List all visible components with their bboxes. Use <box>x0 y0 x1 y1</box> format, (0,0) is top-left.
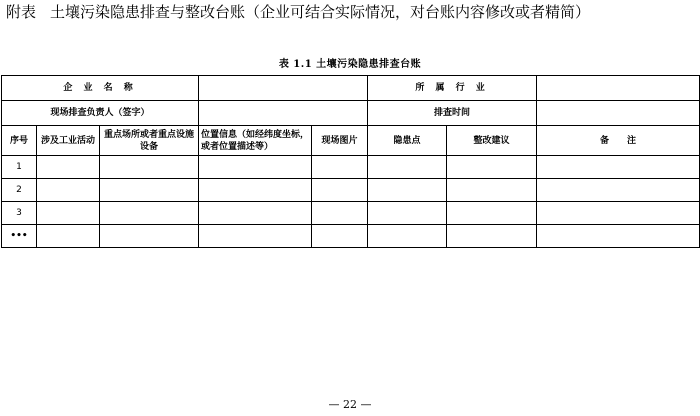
table-cell[interactable] <box>100 202 199 225</box>
col-header-industrial-activity: 涉及工业活动 <box>37 126 100 156</box>
table-cell[interactable] <box>312 179 368 202</box>
inspector-label: 现场排查负责人（签字） <box>2 101 199 126</box>
table-row <box>2 225 700 248</box>
row-serial: 3 <box>2 202 37 225</box>
table-cell[interactable] <box>447 156 537 179</box>
table-cell[interactable] <box>368 225 447 248</box>
inspection-time-label: 排查时间 <box>368 101 537 126</box>
table-cell[interactable] <box>312 202 368 225</box>
table-cell[interactable] <box>199 156 312 179</box>
table-cell[interactable] <box>447 179 537 202</box>
appendix-label: 附表 <box>6 3 37 21</box>
table-cell[interactable] <box>37 156 100 179</box>
info-row-company <box>2 76 700 101</box>
table-cell[interactable] <box>537 225 700 248</box>
inspection-time-cell[interactable] <box>537 101 700 126</box>
table-cell[interactable] <box>199 179 312 202</box>
table-cell[interactable] <box>368 202 447 225</box>
document-header <box>6 2 696 22</box>
col-header-key-facility: 重点场所或者重点设施设备 <box>100 126 199 156</box>
table-cell[interactable] <box>537 156 700 179</box>
table-cell[interactable] <box>199 202 312 225</box>
col-header-photo: 现场图片 <box>312 126 368 156</box>
table-cell[interactable] <box>100 179 199 202</box>
table-cell[interactable] <box>312 225 368 248</box>
industry-cell[interactable] <box>537 76 700 101</box>
table-cell[interactable] <box>447 225 537 248</box>
col-header-serial: 序号 <box>2 126 37 156</box>
row-serial: 2 <box>2 179 37 202</box>
col-header-hazard-point: 隐患点 <box>368 126 447 156</box>
col-header-rectification: 整改建议 <box>447 126 537 156</box>
table-row <box>2 179 700 202</box>
inspector-cell[interactable] <box>199 101 368 126</box>
company-name-label: 企 业 名 称 <box>2 76 199 101</box>
col-header-remarks: 备 注 <box>537 126 700 156</box>
table-cell[interactable] <box>447 202 537 225</box>
table-cell[interactable] <box>199 225 312 248</box>
table-cell[interactable] <box>37 179 100 202</box>
table-cell[interactable] <box>312 156 368 179</box>
row-serial-ellipsis: ••• <box>2 225 37 248</box>
hazard-ledger-table <box>1 75 700 248</box>
table-row <box>2 202 700 225</box>
industry-label: 所 属 行 业 <box>368 76 537 101</box>
company-name-cell[interactable] <box>199 76 368 101</box>
document-title: 土壤污染隐患排查与整改台账（企业可结合实际情况，对台账内容修改或者精简） <box>50 3 591 21</box>
table-cell[interactable] <box>537 179 700 202</box>
table-cell[interactable] <box>368 179 447 202</box>
table-cell[interactable] <box>368 156 447 179</box>
page-number: — 22 — <box>328 398 372 411</box>
table-cell[interactable] <box>100 225 199 248</box>
row-serial: 1 <box>2 156 37 179</box>
table-cell[interactable] <box>37 202 100 225</box>
table-cell[interactable] <box>537 202 700 225</box>
col-header-location: 位置信息（如经纬度坐标，或者位置描述等） <box>199 126 312 156</box>
table-row <box>2 156 700 179</box>
table-caption: 表 1.1 土壤污染隐患排查台账 <box>278 59 422 70</box>
table-cell[interactable] <box>100 156 199 179</box>
info-row-inspector <box>2 101 700 126</box>
table-cell[interactable] <box>37 225 100 248</box>
column-header-row <box>2 126 700 156</box>
